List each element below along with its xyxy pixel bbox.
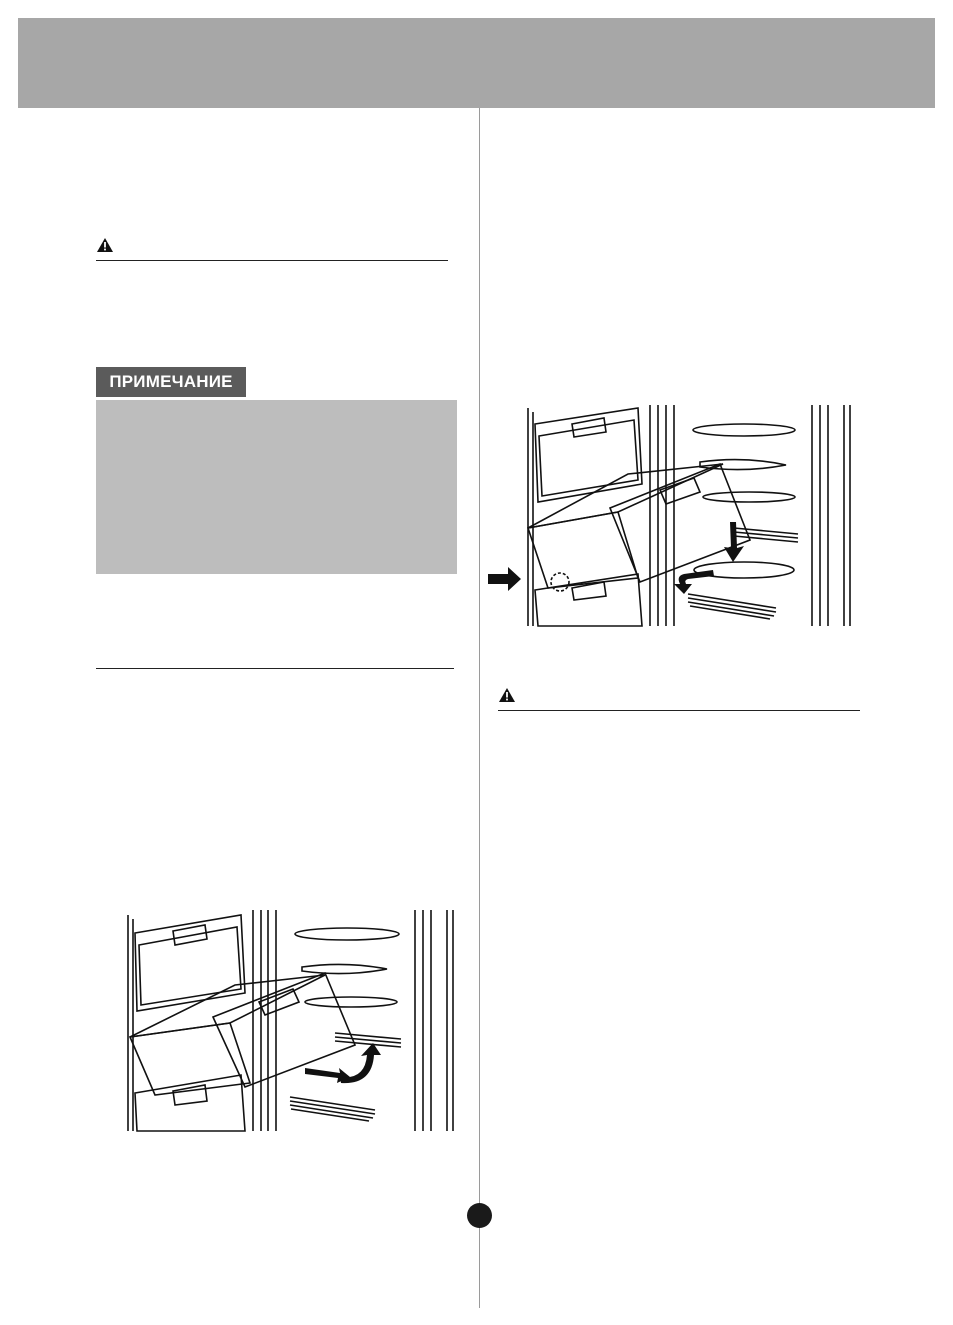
caution-rule-left [96,260,448,261]
page-number-dot [467,1203,492,1228]
arrow-right-icon [488,567,521,591]
note-box [96,400,457,574]
note-label: ПРИМЕЧАНИЕ [96,367,246,397]
section-rule-left [96,668,454,669]
warning-triangle-icon [498,687,516,703]
drawer-installation-illustration [488,400,858,632]
warning-triangle-icon [96,237,114,253]
header-band [18,18,935,108]
caution-rule-right [498,710,860,711]
column-divider [479,108,480,1308]
drawer-removal-illustration [125,905,460,1135]
